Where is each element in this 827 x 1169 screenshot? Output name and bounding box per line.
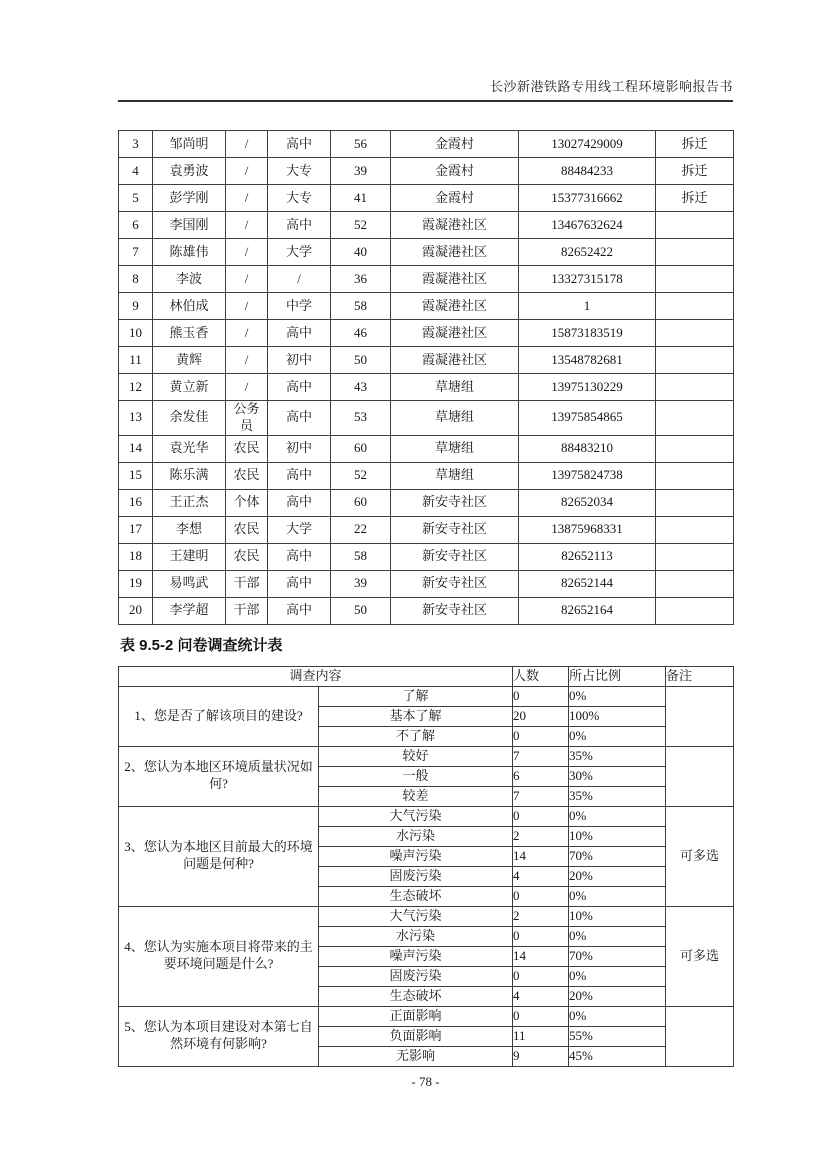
respondent-cell-occupation: / <box>226 212 268 239</box>
survey-option-cell: 较好 <box>319 746 513 766</box>
respondent-cell-education: 中学 <box>268 293 331 320</box>
respondent-cell-note <box>656 239 734 266</box>
respondent-row <box>119 266 734 293</box>
page-number: - 78 - <box>411 1073 440 1089</box>
survey-count-cell: 0 <box>513 926 569 946</box>
respondent-cell-education: 大专 <box>268 158 331 185</box>
respondent-cell-phone: 82652113 <box>519 543 656 570</box>
respondent-cell-village: 新安寺社区 <box>391 597 519 624</box>
respondent-cell-note <box>656 401 734 436</box>
respondent-cell-village: 霞凝港社区 <box>391 293 519 320</box>
respondent-cell-name: 李国刚 <box>153 212 226 239</box>
respondent-cell-index: 7 <box>119 239 153 266</box>
respondents-table <box>118 130 734 625</box>
respondent-cell-age: 36 <box>331 266 391 293</box>
respondent-cell-age: 39 <box>331 570 391 597</box>
respondent-cell-name: 袁光华 <box>153 435 226 462</box>
column-header-remark: 备注 <box>666 666 734 686</box>
survey-percent-cell: 0% <box>569 686 666 706</box>
survey-count-cell: 2 <box>513 826 569 846</box>
survey-option-cell: 不了解 <box>319 726 513 746</box>
respondent-row <box>119 320 734 347</box>
column-header-content: 调查内容 <box>119 666 513 686</box>
respondent-cell-index: 19 <box>119 570 153 597</box>
respondent-cell-note <box>656 570 734 597</box>
survey-count-cell: 6 <box>513 766 569 786</box>
respondent-row <box>119 543 734 570</box>
survey-count-cell: 0 <box>513 806 569 826</box>
respondent-cell-phone: 13467632624 <box>519 212 656 239</box>
respondent-cell-age: 58 <box>331 543 391 570</box>
respondent-cell-name: 熊玉香 <box>153 320 226 347</box>
respondent-cell-note <box>656 347 734 374</box>
respondent-row <box>119 347 734 374</box>
survey-question-cell: 3、您认为本地区目前最大的环境问题是何种? <box>119 806 319 906</box>
respondent-cell-occupation: / <box>226 374 268 401</box>
respondent-cell-education: / <box>268 266 331 293</box>
survey-option-cell: 基本了解 <box>319 706 513 726</box>
respondent-row <box>119 239 734 266</box>
respondent-cell-note <box>656 516 734 543</box>
respondent-row <box>119 435 734 462</box>
respondent-cell-education: 大学 <box>268 516 331 543</box>
survey-option-cell: 负面影响 <box>319 1026 513 1046</box>
respondent-cell-name: 李想 <box>153 516 226 543</box>
respondent-cell-index: 14 <box>119 435 153 462</box>
survey-percent-cell: 0% <box>569 926 666 946</box>
respondent-cell-name: 王正杰 <box>153 489 226 516</box>
respondent-cell-name: 余发佳 <box>153 401 226 436</box>
respondent-cell-occupation: 农民 <box>226 543 268 570</box>
respondent-cell-note <box>656 266 734 293</box>
respondent-row <box>119 489 734 516</box>
respondent-cell-education: 高中 <box>268 401 331 436</box>
respondent-cell-occupation: 农民 <box>226 462 268 489</box>
respondent-cell-note: 拆迁 <box>656 131 734 158</box>
respondent-cell-phone: 88484233 <box>519 158 656 185</box>
respondent-cell-phone: 82652164 <box>519 597 656 624</box>
respondent-row <box>119 570 734 597</box>
survey-option-cell: 正面影响 <box>319 1006 513 1026</box>
respondent-cell-index: 12 <box>119 374 153 401</box>
survey-percent-cell: 20% <box>569 986 666 1006</box>
survey-count-cell: 7 <box>513 746 569 766</box>
respondent-row <box>119 516 734 543</box>
respondent-row <box>119 462 734 489</box>
respondent-cell-occupation: / <box>226 347 268 374</box>
respondent-cell-name: 李学超 <box>153 597 226 624</box>
respondent-row <box>119 374 734 401</box>
survey-count-cell: 4 <box>513 866 569 886</box>
respondent-cell-age: 60 <box>331 489 391 516</box>
respondent-cell-village: 霞凝港社区 <box>391 212 519 239</box>
respondent-cell-village: 金霞村 <box>391 131 519 158</box>
survey-remark-cell <box>666 746 734 806</box>
respondent-cell-phone: 13548782681 <box>519 347 656 374</box>
survey-question-cell: 4、您认为实施本项目将带来的主要环境问题是什么? <box>119 906 319 1006</box>
survey-option-cell: 水污染 <box>319 926 513 946</box>
respondent-cell-age: 52 <box>331 212 391 239</box>
respondent-row <box>119 185 734 212</box>
column-header-percent: 所占比例 <box>569 666 666 686</box>
survey-count-cell: 0 <box>513 1006 569 1026</box>
respondent-cell-name: 邹尚明 <box>153 131 226 158</box>
respondent-cell-age: 53 <box>331 401 391 436</box>
respondent-cell-education: 高中 <box>268 462 331 489</box>
survey-count-cell: 14 <box>513 946 569 966</box>
respondent-cell-index: 16 <box>119 489 153 516</box>
respondent-cell-age: 58 <box>331 293 391 320</box>
survey-percent-cell: 0% <box>569 1006 666 1026</box>
survey-option-cell: 大气污染 <box>319 806 513 826</box>
respondent-cell-phone: 1 <box>519 293 656 320</box>
survey-count-cell: 0 <box>513 726 569 746</box>
survey-header-row <box>119 666 734 686</box>
respondent-cell-occupation: / <box>226 185 268 212</box>
respondent-cell-phone: 82652422 <box>519 239 656 266</box>
respondent-cell-occupation: / <box>226 266 268 293</box>
survey-question-cell: 2、您认为本地区环境质量状况如何? <box>119 746 319 806</box>
respondent-cell-education: 高中 <box>268 131 331 158</box>
respondent-cell-note <box>656 489 734 516</box>
survey-percent-cell: 10% <box>569 826 666 846</box>
respondent-cell-note <box>656 597 734 624</box>
survey-option-cell: 噪声污染 <box>319 946 513 966</box>
respondent-cell-occupation: / <box>226 131 268 158</box>
respondent-cell-education: 高中 <box>268 212 331 239</box>
respondent-cell-name: 易鸣武 <box>153 570 226 597</box>
survey-percent-cell: 35% <box>569 786 666 806</box>
survey-count-cell: 2 <box>513 906 569 926</box>
respondent-cell-phone: 82652144 <box>519 570 656 597</box>
survey-table-caption: 表 9.5-2 问卷调查统计表 <box>120 636 283 654</box>
respondent-cell-education: 初中 <box>268 347 331 374</box>
survey-option-row <box>119 906 734 926</box>
respondent-cell-phone: 13327315178 <box>519 266 656 293</box>
survey-option-cell: 无影响 <box>319 1046 513 1066</box>
respondent-cell-phone: 15873183519 <box>519 320 656 347</box>
respondent-row <box>119 212 734 239</box>
respondent-cell-age: 40 <box>331 239 391 266</box>
respondent-cell-index: 20 <box>119 597 153 624</box>
respondent-cell-name: 彭学刚 <box>153 185 226 212</box>
respondent-cell-village: 草塘组 <box>391 462 519 489</box>
survey-percent-cell: 70% <box>569 946 666 966</box>
respondent-row <box>119 597 734 624</box>
respondent-cell-name: 陈乐满 <box>153 462 226 489</box>
respondent-cell-note <box>656 320 734 347</box>
respondent-cell-village: 金霞村 <box>391 185 519 212</box>
respondent-cell-education: 高中 <box>268 489 331 516</box>
respondent-cell-index: 10 <box>119 320 153 347</box>
respondent-cell-phone: 15377316662 <box>519 185 656 212</box>
respondent-cell-village: 草塘组 <box>391 401 519 436</box>
respondent-cell-phone: 13975130229 <box>519 374 656 401</box>
respondent-cell-phone: 88483210 <box>519 435 656 462</box>
respondent-cell-note <box>656 435 734 462</box>
survey-option-cell: 了解 <box>319 686 513 706</box>
respondent-cell-index: 13 <box>119 401 153 436</box>
survey-count-cell: 4 <box>513 986 569 1006</box>
survey-question-cell: 1、您是否了解该项目的建设? <box>119 686 319 746</box>
survey-percent-cell: 10% <box>569 906 666 926</box>
respondent-cell-village: 草塘组 <box>391 374 519 401</box>
respondent-cell-occupation: / <box>226 293 268 320</box>
respondent-cell-occupation: 农民 <box>226 435 268 462</box>
respondent-cell-village: 霞凝港社区 <box>391 320 519 347</box>
respondent-cell-education: 高中 <box>268 570 331 597</box>
respondent-row <box>119 158 734 185</box>
survey-count-cell: 14 <box>513 846 569 866</box>
respondent-cell-name: 黄辉 <box>153 347 226 374</box>
respondent-cell-phone: 13975854865 <box>519 401 656 436</box>
column-header-count: 人数 <box>513 666 569 686</box>
survey-option-row <box>119 746 734 766</box>
survey-count-cell: 0 <box>513 966 569 986</box>
respondent-cell-occupation: 农民 <box>226 516 268 543</box>
respondent-cell-age: 43 <box>331 374 391 401</box>
survey-option-cell: 大气污染 <box>319 906 513 926</box>
respondent-cell-age: 22 <box>331 516 391 543</box>
survey-question-cell: 5、您认为本项目建设对本第七自然环境有何影响? <box>119 1006 319 1066</box>
respondent-cell-village: 霞凝港社区 <box>391 347 519 374</box>
survey-option-cell: 生态破坏 <box>319 986 513 1006</box>
respondent-cell-index: 4 <box>119 158 153 185</box>
respondent-cell-index: 3 <box>119 131 153 158</box>
respondent-cell-education: 大学 <box>268 239 331 266</box>
respondent-cell-village: 霞凝港社区 <box>391 239 519 266</box>
survey-option-row <box>119 686 734 706</box>
respondent-cell-occupation: 公务员 <box>226 401 268 436</box>
respondent-cell-index: 8 <box>119 266 153 293</box>
respondent-cell-name: 李波 <box>153 266 226 293</box>
respondent-cell-name: 王建明 <box>153 543 226 570</box>
respondent-row <box>119 401 734 436</box>
survey-count-cell: 7 <box>513 786 569 806</box>
survey-count-cell: 0 <box>513 886 569 906</box>
report-header-title: 长沙新港铁路专用线工程环境影响报告书 <box>489 79 733 94</box>
survey-percent-cell: 0% <box>569 886 666 906</box>
respondent-cell-index: 15 <box>119 462 153 489</box>
survey-remark-cell: 可多选 <box>666 906 734 1006</box>
survey-percent-cell: 20% <box>569 866 666 886</box>
respondent-cell-name: 陈雄伟 <box>153 239 226 266</box>
survey-percent-cell: 70% <box>569 846 666 866</box>
survey-remark-cell <box>666 1006 734 1066</box>
survey-percent-cell: 55% <box>569 1026 666 1046</box>
respondent-cell-age: 46 <box>331 320 391 347</box>
page-footer <box>118 1074 733 1090</box>
respondent-cell-phone: 13027429009 <box>519 131 656 158</box>
survey-count-cell: 11 <box>513 1026 569 1046</box>
survey-percent-cell: 30% <box>569 766 666 786</box>
respondent-cell-age: 41 <box>331 185 391 212</box>
respondent-cell-note: 拆迁 <box>656 185 734 212</box>
respondent-cell-occupation: / <box>226 239 268 266</box>
respondent-cell-village: 新安寺社区 <box>391 516 519 543</box>
respondent-cell-village: 金霞村 <box>391 158 519 185</box>
survey-count-cell: 0 <box>513 686 569 706</box>
respondent-cell-name: 林伯成 <box>153 293 226 320</box>
respondent-cell-occupation: / <box>226 158 268 185</box>
survey-option-cell: 一般 <box>319 766 513 786</box>
survey-remark-cell: 可多选 <box>666 806 734 906</box>
survey-option-cell: 水污染 <box>319 826 513 846</box>
respondent-row <box>119 131 734 158</box>
survey-percent-cell: 0% <box>569 966 666 986</box>
respondent-cell-phone: 13975824738 <box>519 462 656 489</box>
respondent-cell-note <box>656 543 734 570</box>
respondent-cell-occupation: 干部 <box>226 597 268 624</box>
respondent-cell-education: 高中 <box>268 320 331 347</box>
respondent-cell-age: 50 <box>331 597 391 624</box>
respondent-cell-age: 56 <box>331 131 391 158</box>
respondent-cell-village: 霞凝港社区 <box>391 266 519 293</box>
respondent-cell-age: 39 <box>331 158 391 185</box>
page-header <box>118 76 733 102</box>
respondent-cell-village: 新安寺社区 <box>391 489 519 516</box>
survey-option-cell: 固废污染 <box>319 966 513 986</box>
survey-option-cell: 较差 <box>319 786 513 806</box>
respondent-cell-occupation: 干部 <box>226 570 268 597</box>
respondent-cell-village: 新安寺社区 <box>391 543 519 570</box>
respondent-cell-note <box>656 212 734 239</box>
survey-percent-cell: 45% <box>569 1046 666 1066</box>
survey-option-row <box>119 806 734 826</box>
respondent-cell-education: 高中 <box>268 374 331 401</box>
respondent-cell-occupation: / <box>226 320 268 347</box>
survey-table <box>118 666 734 1067</box>
respondent-cell-index: 11 <box>119 347 153 374</box>
respondent-cell-village: 新安寺社区 <box>391 570 519 597</box>
survey-remark-cell <box>666 686 734 746</box>
survey-option-cell: 固废污染 <box>319 866 513 886</box>
survey-option-cell: 噪声污染 <box>319 846 513 866</box>
survey-percent-cell: 35% <box>569 746 666 766</box>
respondent-cell-note <box>656 293 734 320</box>
respondent-cell-phone: 82652034 <box>519 489 656 516</box>
respondent-cell-village: 草塘组 <box>391 435 519 462</box>
survey-percent-cell: 0% <box>569 726 666 746</box>
respondent-cell-education: 大专 <box>268 185 331 212</box>
respondent-cell-name: 袁勇波 <box>153 158 226 185</box>
respondent-cell-age: 60 <box>331 435 391 462</box>
respondent-cell-age: 50 <box>331 347 391 374</box>
survey-option-cell: 生态破坏 <box>319 886 513 906</box>
respondent-cell-name: 黄立新 <box>153 374 226 401</box>
respondent-cell-education: 初中 <box>268 435 331 462</box>
respondent-row <box>119 293 734 320</box>
respondent-cell-note <box>656 462 734 489</box>
survey-percent-cell: 100% <box>569 706 666 726</box>
survey-count-cell: 20 <box>513 706 569 726</box>
survey-option-row <box>119 1006 734 1026</box>
respondent-cell-phone: 13875968331 <box>519 516 656 543</box>
respondent-cell-index: 6 <box>119 212 153 239</box>
respondent-cell-index: 18 <box>119 543 153 570</box>
respondent-cell-note <box>656 374 734 401</box>
respondent-cell-education: 高中 <box>268 543 331 570</box>
respondent-cell-education: 高中 <box>268 597 331 624</box>
respondent-cell-note: 拆迁 <box>656 158 734 185</box>
respondent-cell-index: 17 <box>119 516 153 543</box>
respondent-cell-age: 52 <box>331 462 391 489</box>
respondent-cell-index: 5 <box>119 185 153 212</box>
survey-percent-cell: 0% <box>569 806 666 826</box>
respondent-cell-index: 9 <box>119 293 153 320</box>
survey-count-cell: 9 <box>513 1046 569 1066</box>
respondent-cell-occupation: 个体 <box>226 489 268 516</box>
